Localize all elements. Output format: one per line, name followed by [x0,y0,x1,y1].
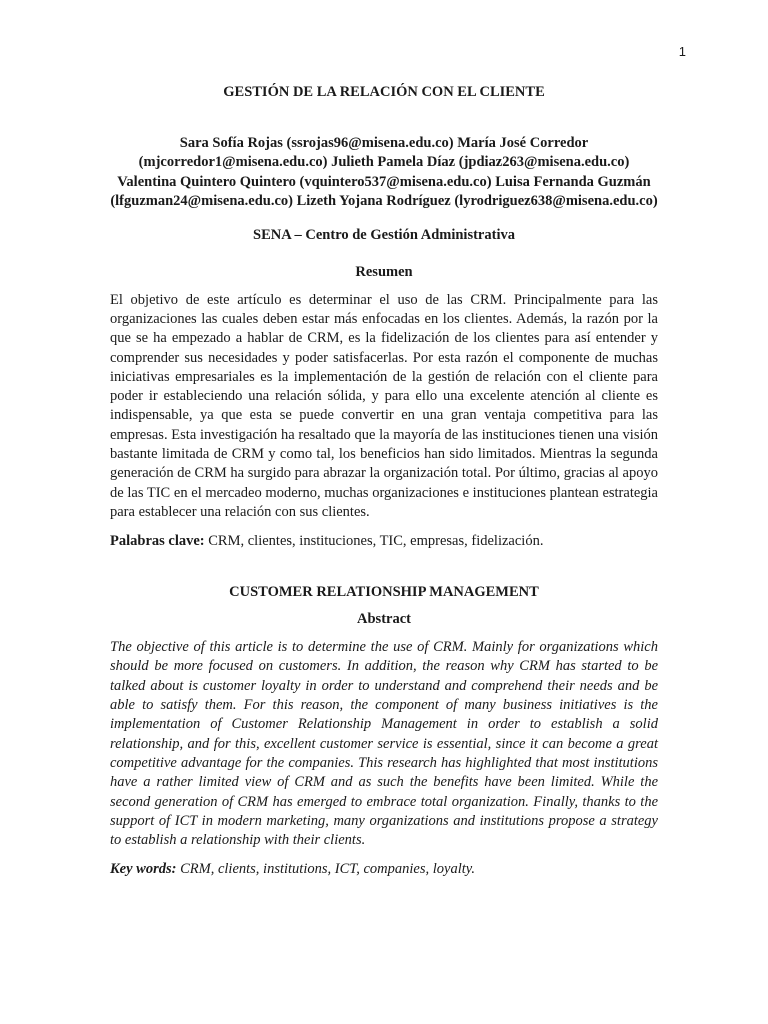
english-title: CUSTOMER RELATIONSHIP MANAGEMENT [229,584,539,601]
resumen-heading: Resumen [355,263,413,280]
abstract-heading: Abstract [357,611,411,628]
keywords-value: CRM, clientes, instituciones, TIC, empresas, fidelización. [208,533,544,550]
abstract-keywords [110,861,658,878]
page-content [110,84,658,878]
page-number: 1 [678,44,686,59]
resumen-keywords [110,533,658,550]
abstract-text: The objective of this article is to determine the use of CRM. Mainly for organizations which should be more focused on customers. In addition, the reason why CRM has started to be talked about is customer loyalty in order to understand and comprehend their needs and be able to satisfy them. For this reason, the component of many business initiatives is the implementation of Customer Relationship Management in order to establish a solid relationship, and for this, excellent customer service is essential, since it can become a great competitive advantage for the companies. This research has highlighted that most institutions have a rather limited view of CRM and as such the benefits have been limited. While the second generation of CRM has emerged to embrace total organization. Finally, thanks to the support of ICT in modern marketing, many organizations and institutions propose a strategy to establish a relationship with their clients. [110,639,658,849]
institution: SENA – Centro de Gestión Administrativa [253,226,515,243]
keywords-label: Palabras clave: [110,533,205,550]
key-words-label: Key words: [110,861,177,878]
key-words-value: CRM, clients, institutions, ICT, companies, loyalty. [180,861,476,878]
document-title: GESTIÓN DE LA RELACIÓN CON EL CLIENTE [223,84,545,100]
author-list: Sara Sofía Rojas (ssrojas96@misena.edu.co) María José Corredor (mjcorredor1@misena.edu.co) Julieth Pamela Díaz (jpdiaz263@misena.edu.co) Valentina Quintero Quintero (vquintero537@misena.edu.co) Luisa Fernanda Guzmán (lfguzman24@misena.edu.co) Lizeth Yojana Rodríguez (lyrodriguez638@misena.edu.co) [110,135,658,210]
resumen-text: El objetivo de este artículo es determinar el uso de las CRM. Principalmente para las organizaciones las cuales deben estar más enfocadas en los clientes. Además, la razón por la que se ha empezado a hablar de CRM, es la fidelización de los clientes para así entender y comprender sus necesidades y poder satisfacerlas. Por esta razón el componente de muchas iniciativas empresariales es la implementación de la gestión de relación con el cliente para poder ir estableciendo una relación sólida, y para ello una excelente atención al cliente es indispensable, ya que esta se puede convertir en una gran ventaja competitiva para las empresas. Esta investigación ha resaltado que la mayoría de las instituciones tienen una visión bastante limitada de CRM y como tal, los beneficios han sido limitados. Mientras la segunda generación de CRM ha surgido para abrazar la organización total. Por último, gracias al apoyo de las TIC en el mercadeo moderno, muchas organizaciones e instituciones plantean estrategia para establecer una relación con sus clientes. [110,291,658,520]
